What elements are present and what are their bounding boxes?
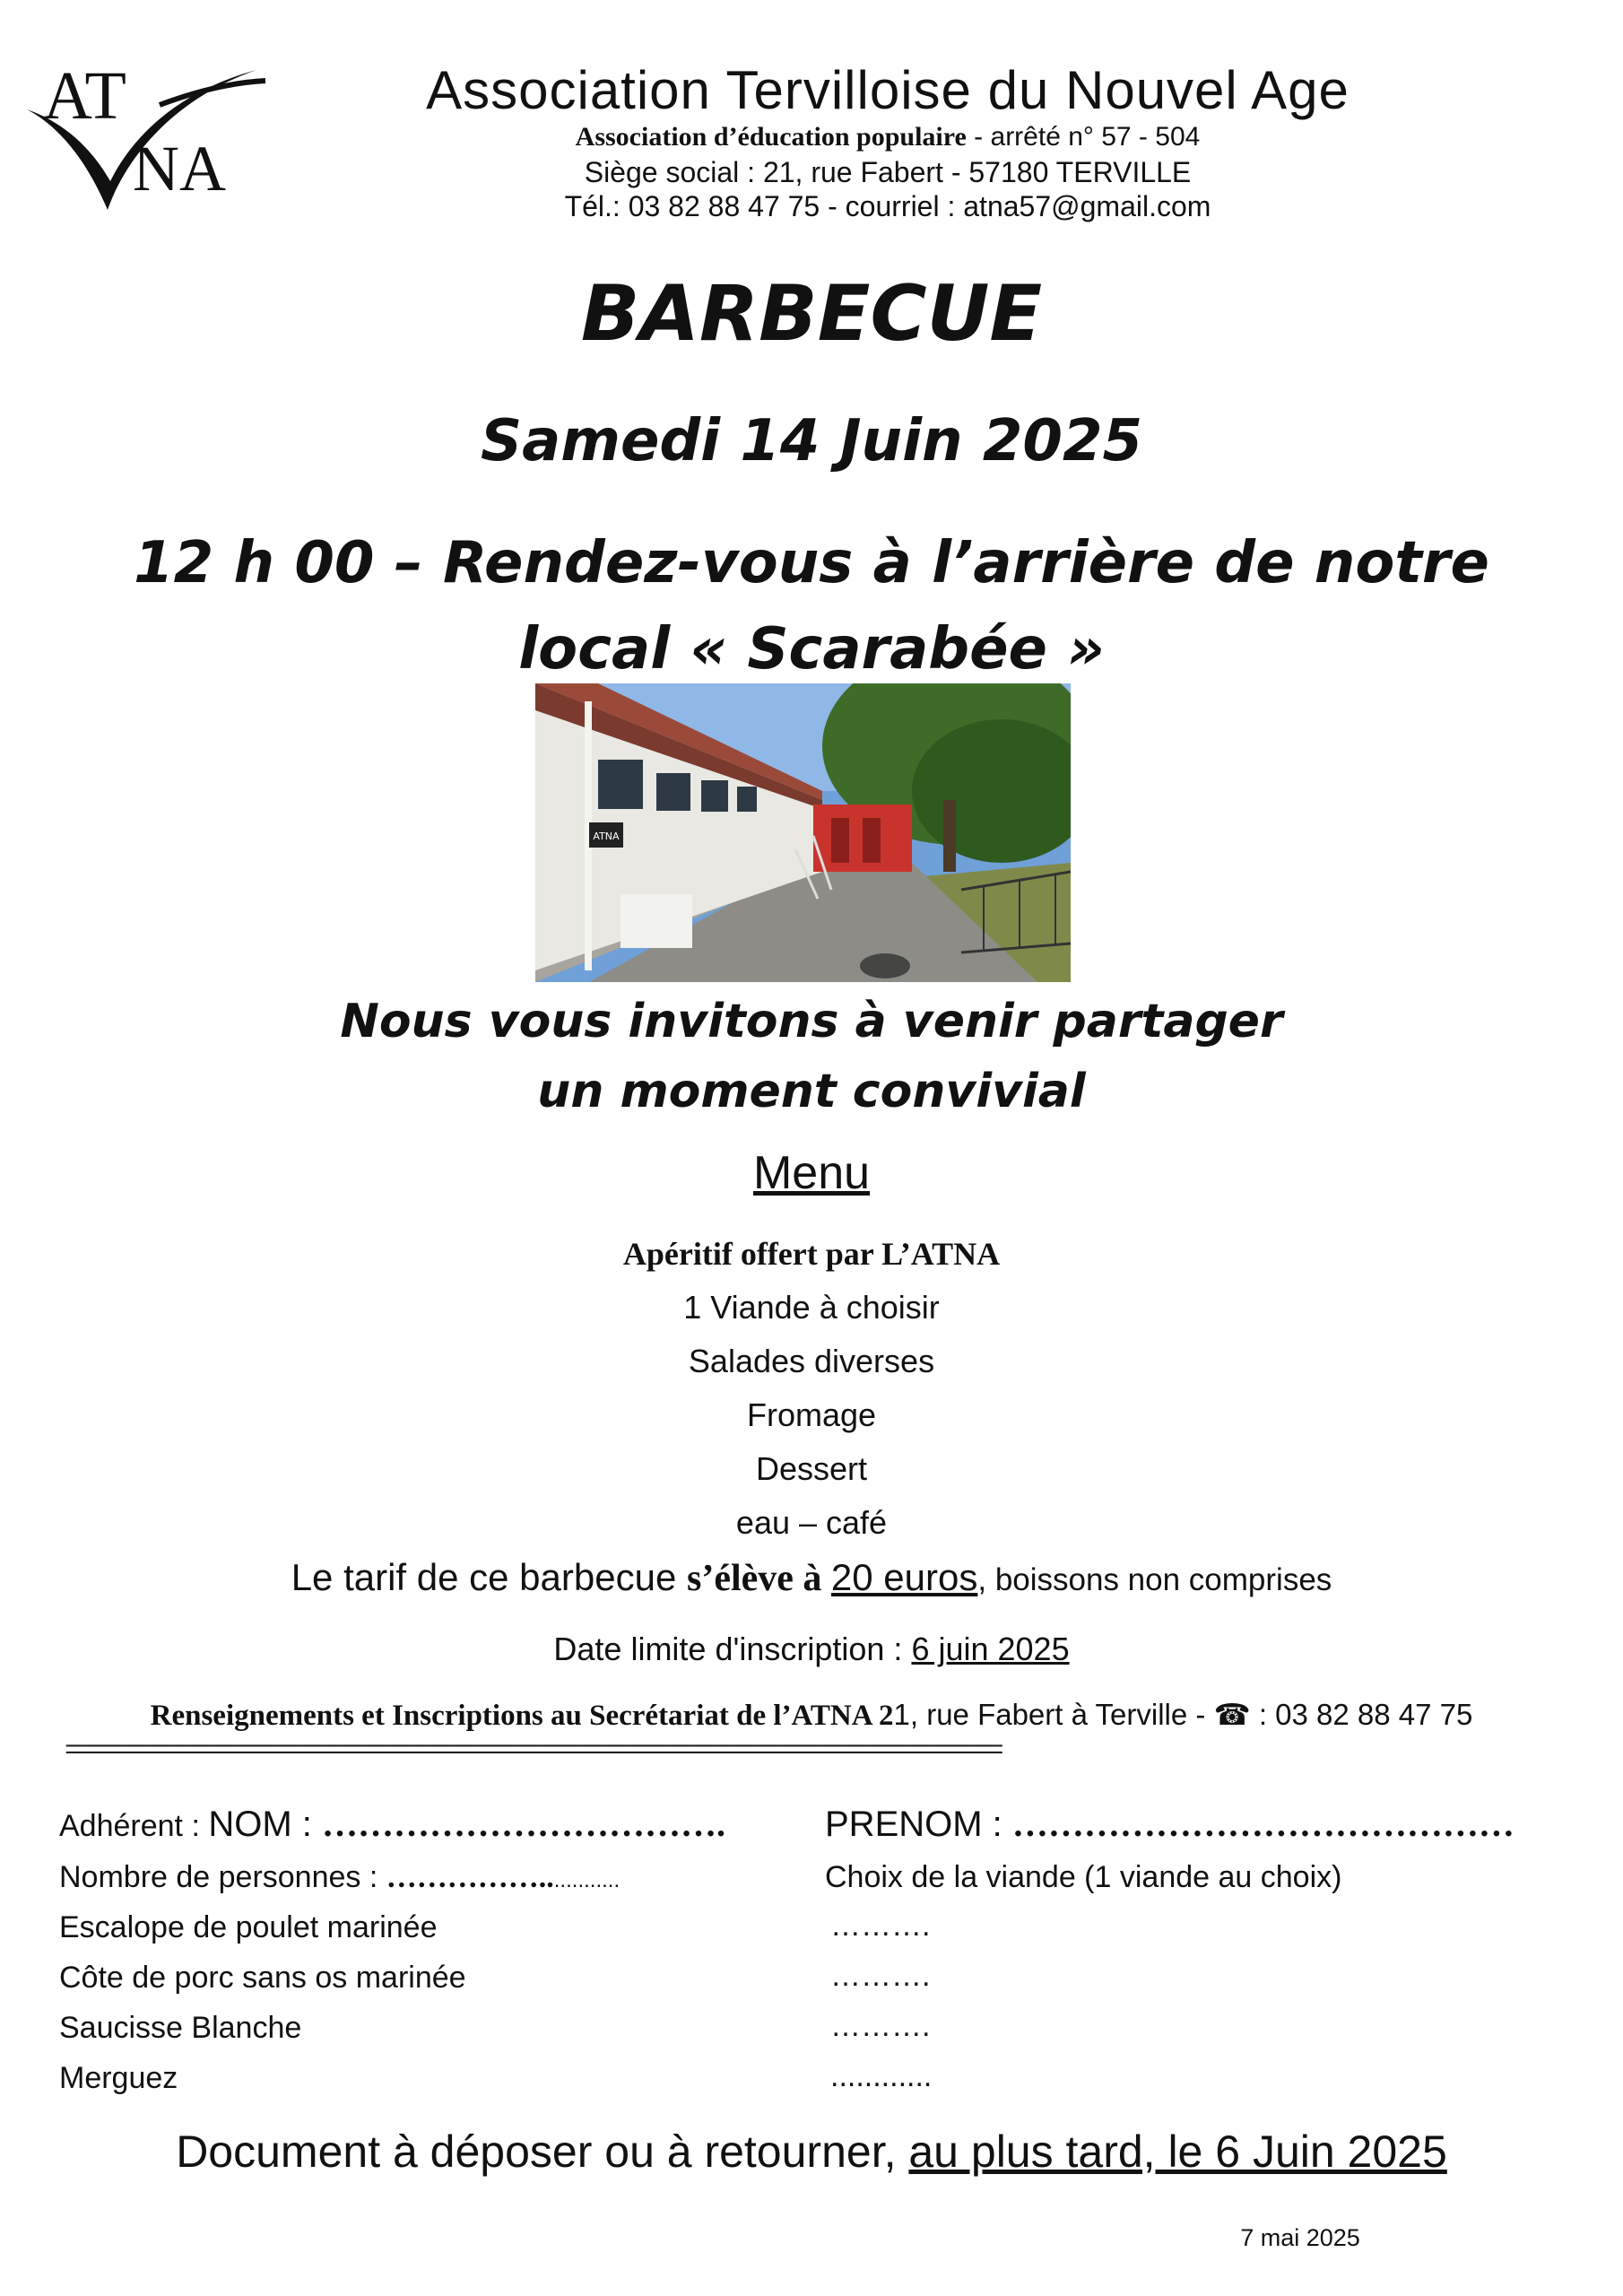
menu-item: Dessert — [755, 1450, 868, 1487]
organization-status — [359, 122, 1417, 152]
price-suffix: , boissons non comprises — [977, 1562, 1332, 1597]
meat-option-name: Merguez — [59, 2061, 178, 2095]
info-rest: 1, rue Fabert à Terville - ☎ : 03 82 88 47 75 — [893, 1698, 1473, 1731]
menu-item: eau – café — [735, 1504, 888, 1541]
meat-option-field[interactable]: ………. — [830, 1959, 931, 1993]
price-line — [0, 1556, 1623, 1600]
document-date: 7 mai 2025 — [1240, 2224, 1360, 2251]
deadline-label: Date limite d'inscription : — [553, 1631, 912, 1667]
meat-option-name: Escalope de poulet marinée — [59, 1910, 438, 1944]
event-place-line-1: 12 h 00 – Rendez-vous à l’arrière de notre — [134, 530, 1489, 596]
menu-title: Menu — [752, 1147, 871, 1199]
atna-logo — [25, 56, 267, 226]
return-instructions — [0, 2126, 1623, 2178]
menu-list — [0, 1227, 1623, 1550]
cut-line-separator: ========================================================================== — [65, 1736, 1001, 1767]
deadline-date: 6 juin 2025 — [911, 1631, 1070, 1667]
member-name-row — [59, 1803, 725, 1845]
organization-name: Association Tervilloise du Nouvel Age — [426, 60, 1350, 120]
registration-deadline — [0, 1631, 1623, 1668]
price-prefix: Le tarif de ce barbecue — [291, 1556, 687, 1598]
name-field[interactable]: ……………………………. — [322, 1804, 726, 1844]
return-prefix: Document à déposer ou à retourner, — [176, 2126, 909, 2177]
event-place — [0, 520, 1623, 692]
persons-row — [59, 1860, 620, 1895]
name-label: NOM : — [208, 1805, 323, 1844]
meat-option-name: Saucisse Blanche — [59, 2011, 302, 2045]
member-label: Adhérent : — [59, 1809, 209, 1843]
persons-field[interactable]: …………….. — [386, 1861, 554, 1894]
meat-choice-label: Choix de la viande (1 viande au choix) — [825, 1860, 1342, 1894]
event-title: BARBECUE — [580, 269, 1043, 359]
firstname-field[interactable]: …………………………………… — [1011, 1804, 1515, 1844]
return-deadline: au plus tard, le 6 Juin 2025 — [908, 2126, 1447, 2177]
menu-item: Fromage — [746, 1396, 877, 1433]
price-amount: 20 euros — [830, 1556, 978, 1598]
firstname-row — [825, 1803, 1515, 1845]
firstname-label: PRENOM : — [825, 1805, 1012, 1844]
status-decree: - arrêté n° 57 - 504 — [966, 122, 1201, 152]
menu-item: Salades diverses — [688, 1343, 935, 1379]
meat-option-field[interactable]: ………. — [830, 2009, 931, 2043]
persons-label: Nombre de personnes : — [59, 1860, 386, 1894]
menu-item: Apéritif offert par L’ATNA — [622, 1236, 1001, 1272]
meat-option-field[interactable]: ………. — [830, 1909, 931, 1943]
invitation-line-2: un moment convivial — [537, 1065, 1086, 1118]
registration-info — [0, 1697, 1623, 1733]
persons-field-tail: ........... — [553, 1868, 621, 1892]
invitation-text — [0, 987, 1623, 1126]
event-date: Samedi 14 Juin 2025 — [480, 408, 1143, 474]
menu-item: 1 Viande à choisir — [683, 1289, 940, 1326]
invitation-line-1: Nous vous invitons à venir partager — [340, 995, 1283, 1048]
photo-sign-text: ATNA — [593, 831, 620, 842]
venue-photo — [535, 683, 1071, 982]
info-bold: Renseignements et Inscriptions au Secrétariat de l’ATNA 2 — [150, 1700, 894, 1732]
organization-contact: Tél.: 03 82 88 47 75 - courriel : atna57@gmail.com — [564, 190, 1211, 222]
event-place-line-2: local « Scarabée » — [518, 616, 1105, 683]
meat-option-name: Côte de porc sans os marinée — [59, 1961, 466, 1995]
status-bold: Association d’éducation populaire — [575, 122, 967, 152]
logo-text-na: NA — [133, 133, 226, 204]
organization-address: Siège social : 21, rue Fabert - 57180 TERVILLE — [584, 156, 1192, 188]
price-bold: s’élève à — [686, 1558, 831, 1599]
meat-option-field[interactable]: ............ — [830, 2059, 933, 2093]
logo-text-at: AT — [43, 58, 126, 134]
